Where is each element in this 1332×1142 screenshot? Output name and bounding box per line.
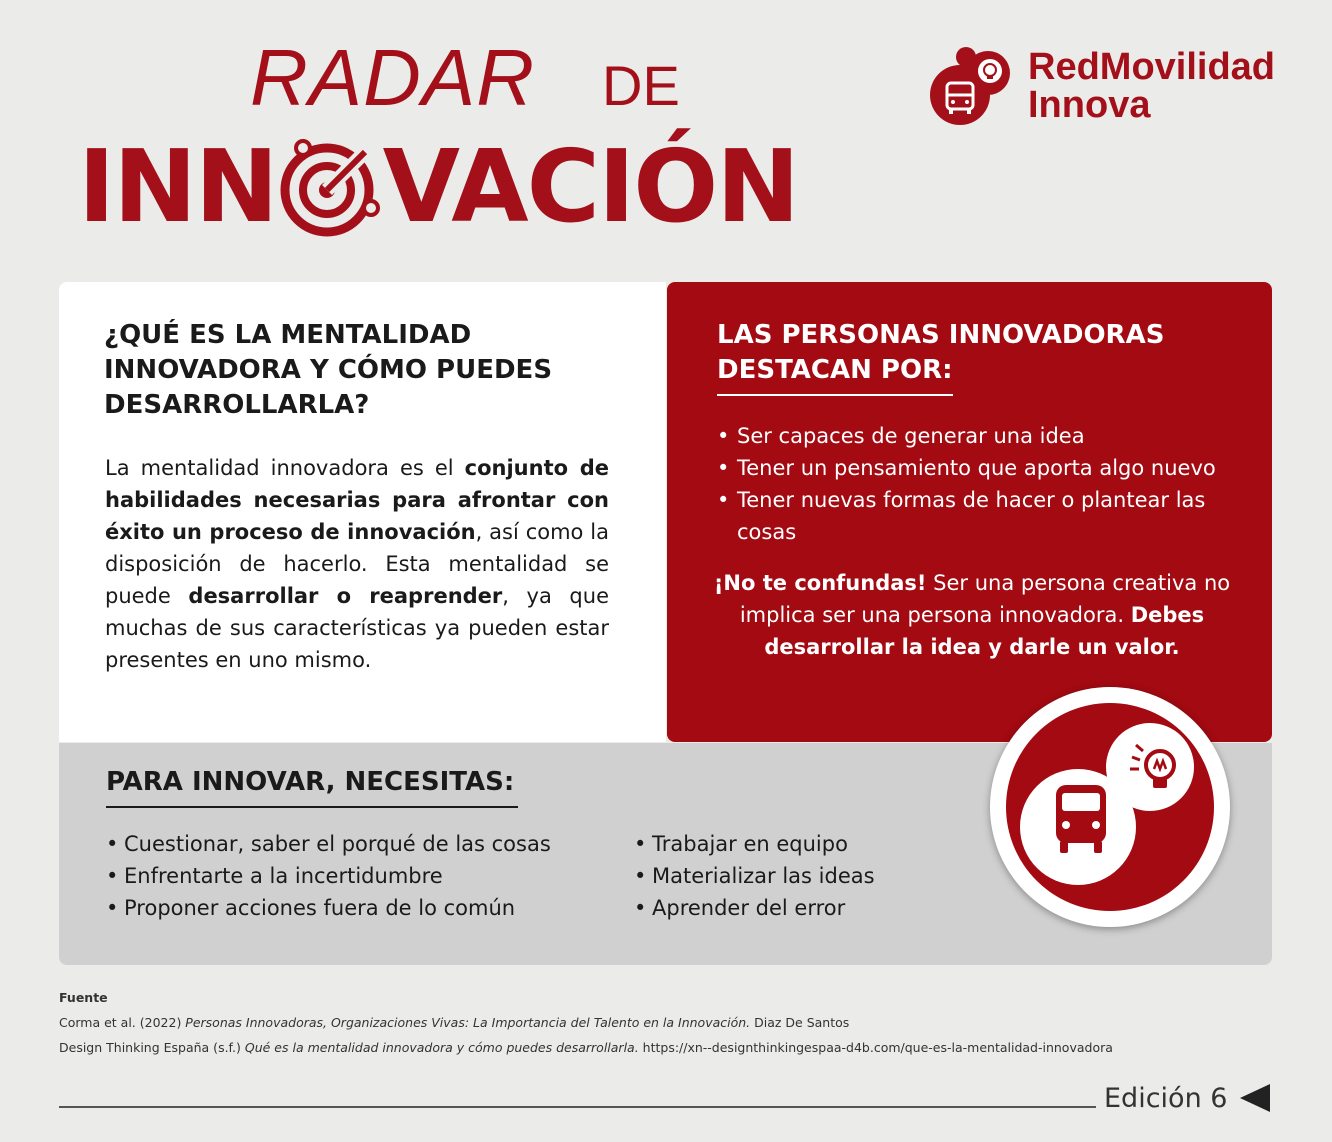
traits-heading-line1: LAS PERSONAS INNOVADORAS — [717, 320, 1165, 350]
list-item: • Materializar las ideas — [634, 860, 875, 892]
para-text-1: La mentalidad innovadora es el — [105, 456, 465, 480]
needs-list-col1 — [106, 828, 551, 924]
list-item: • Proponer acciones fuera de lo común — [106, 892, 551, 924]
needs-list-col2 — [634, 828, 875, 924]
list-item: • Tener un pensamiento que aporta algo nuevo — [717, 452, 1237, 484]
warning-note — [707, 567, 1237, 663]
logo-line1: RedMovilidad — [1028, 46, 1276, 88]
title-radar: RADAR — [250, 33, 536, 122]
source-1 — [59, 1010, 1113, 1035]
traits-list — [717, 420, 1237, 548]
list-item: • Enfrentarte a la incertidumbre — [106, 860, 551, 892]
sources-label: Fuente — [59, 990, 108, 1005]
what-is-heading: ¿QUÉ ES LA MENTALIDAD INNOVADORA Y CÓMO PUEDES DESARROLLARLA? — [104, 320, 553, 420]
sources — [59, 985, 1113, 1060]
traits-heading — [717, 318, 1164, 396]
brand-logo — [930, 45, 1275, 127]
source-2-url: https://xn--designthinkingespaa-d4b.com/que-es-la-mentalidad-innovadora — [638, 1040, 1113, 1055]
logo-line2: Innova — [1028, 84, 1151, 126]
traits-heading-line2: DESTACAN POR: — [717, 353, 953, 396]
source-1-title: Personas Innovadoras, Organizaciones Vivas: La Importancia del Talento en la Innovación. — [185, 1015, 751, 1030]
triangle-left-icon — [1240, 1084, 1270, 1112]
title-part-a: INN — [78, 128, 277, 245]
bus-idea-badge — [990, 687, 1230, 927]
what-is-card — [59, 282, 666, 742]
title-part-b: VACIÓN — [382, 128, 798, 245]
para-bold-2: desarrollar o reaprender — [188, 584, 503, 608]
list-item: • Tener nuevas formas de hacer o plantear las cosas — [717, 484, 1237, 548]
what-is-paragraph — [105, 452, 609, 676]
note-text: Ser una persona creativa no implica ser una persona innovadora. — [739, 571, 1231, 627]
title-innovacion — [78, 128, 798, 245]
para-text-2: , así como la disposición de hacerlo. Esta mentalidad se puede — [105, 520, 609, 608]
para-bold-1: conjunto de habilidades necesarias para afrontar con éxito un proceso de innovación — [105, 456, 609, 544]
source-1-author: Corma et al. (2022) — [59, 1015, 186, 1030]
note-bold-2: Debes desarrollar la idea y darle un valor. — [764, 603, 1205, 659]
bus-lightbulb-icon — [990, 687, 1230, 927]
traits-card — [667, 282, 1272, 742]
edition-label: Edición 6 — [1104, 1083, 1228, 1114]
list-item: • Cuestionar, saber el porqué de las cosas — [106, 828, 551, 860]
source-2-title: Qué es la mentalidad innovadora y cómo puedes desarrollarla. — [244, 1040, 639, 1055]
list-item: • Trabajar en equipo — [634, 828, 875, 860]
note-bold-1: ¡No te confundas! — [713, 571, 927, 595]
para-text-3: , ya que muchas de sus características ya pueden estar presentes en uno mismo. — [105, 584, 609, 672]
bus-lightbulb-logo-icon — [930, 45, 1020, 127]
needs-heading: PARA INNOVAR, NECESITAS: — [106, 765, 518, 808]
list-item: • Aprender del error — [634, 892, 875, 924]
source-2 — [59, 1035, 1113, 1060]
title-de: DE — [602, 54, 680, 117]
source-2-author: Design Thinking España (s.f.) — [59, 1040, 245, 1055]
footer-divider — [59, 1106, 1096, 1108]
source-1-publisher: Diaz De Santos — [750, 1015, 850, 1030]
radar-icon — [275, 132, 385, 242]
list-item: • Ser capaces de generar una idea — [717, 420, 1237, 452]
